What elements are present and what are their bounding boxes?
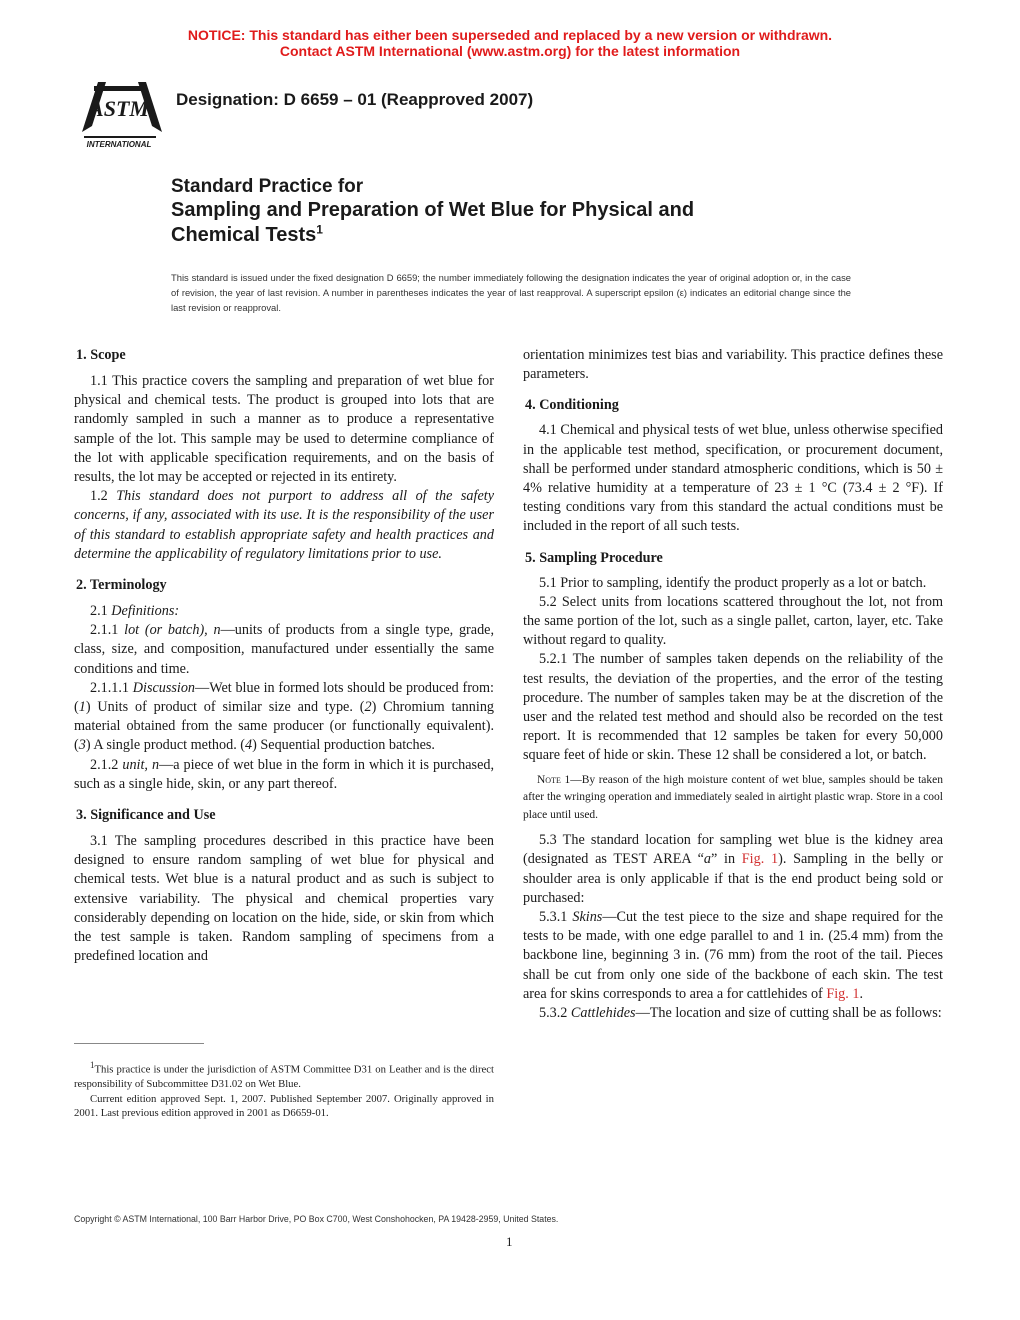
para-5-3-text-b: ” in bbox=[710, 851, 742, 868]
para-1-2-num: 1.2 bbox=[90, 488, 117, 505]
para-5-3-2-text: —The location and size of cutting shall be as follows: bbox=[635, 1004, 942, 1021]
title-line-1: Standard Practice for bbox=[171, 176, 364, 197]
notice-line-1: NOTICE: This standard has either been superseded and replaced by a new version or withdrawn. bbox=[187, 27, 833, 43]
copyright: Copyright © ASTM International, 100 Barr Harbor Drive, PO Box C700, West Conshohocken, PA 19428-2959, United States. bbox=[74, 1214, 559, 1224]
para-5-3-2-num: 5.3.2 bbox=[539, 1004, 571, 1021]
heading-sampling: 5. Sampling Procedure bbox=[525, 549, 663, 566]
footnote-1 bbox=[74, 1058, 494, 1092]
para-2-1-1-text: —units of products from a single type, grade, class, size, and composition, manufactured under essentially the same conditions and time. bbox=[74, 622, 495, 677]
discussion-text-a: —Wet blue in formed lots should be produced from: ( bbox=[74, 679, 494, 716]
para-2-1-1-term: lot (or batch), n bbox=[124, 622, 221, 639]
note-1-text: —By reason of the high moisture content of wet blue, samples should be taken after the wringing operation and immediately sealed in airtight plastic wrap. Store in a cool place until used. bbox=[523, 773, 944, 821]
para-5-3-text-c: ). Sampling in the belly or shoulder area is only applicable if that is the end product being sold or purchased: bbox=[523, 851, 943, 906]
discussion-text-b: ) Units of product of similar size and type. ( bbox=[85, 699, 365, 716]
astm-logo bbox=[74, 74, 164, 154]
discussion-text-c: ) Chromium tanning material obtained from the same producer (or functionally equivalent). ( bbox=[74, 699, 495, 754]
title-line-2: Sampling and Preparation of Wet Blue for Physical and bbox=[171, 199, 695, 221]
para-5-3-1-num: 5.3.1 bbox=[539, 908, 573, 925]
para-2-1-text: Definitions: bbox=[111, 603, 180, 620]
para-5-3-area: a bbox=[703, 851, 711, 868]
footnote-1-mark: 1 bbox=[90, 1060, 95, 1070]
title-footnote-mark: 1 bbox=[316, 222, 323, 237]
discussion-text-e: ) Sequential production batches. bbox=[252, 737, 435, 754]
para-2-1-1-1 bbox=[74, 679, 494, 756]
para-1-1: 1.1 This practice covers the sampling and preparation of wet blue for physical and chemical tests. The product is grouped into lots that are randomly sampled in such a manner as to produce a representative sample of the lot. This sample may be used to determine compliance of the lot with applicable specification requirements, and on the basis of results, the lot may be accepted or rejected in its entirety. bbox=[74, 373, 494, 486]
footnote-1-text: This practice is under the jurisdiction of ASTM Committee D31 on Leather and is the direct responsibility of Subcommittee D31.02 on Wet Blue. bbox=[74, 1063, 494, 1091]
fig-1-link[interactable]: Fig. 1 bbox=[741, 851, 779, 868]
designation: Designation: D 6659 – 01 (Reapproved 2007) bbox=[176, 90, 534, 109]
note-1-label: Note 1 bbox=[537, 773, 571, 786]
heading-terminology: 2. Terminology bbox=[76, 577, 167, 594]
para-2-1-1-num: 2.1.1 bbox=[90, 622, 125, 639]
para-1-2 bbox=[74, 487, 494, 564]
footnote-2: Current edition approved Sept. 1, 2007. Published September 2007. Originally approved in 2001. Last previous edition approved in 2001 as D6659-01. bbox=[74, 1092, 494, 1120]
heading-scope: 1. Scope bbox=[76, 347, 126, 363]
cattlehides-label: Cattlehides bbox=[570, 1004, 636, 1021]
heading-significance: 3. Significance and Use bbox=[76, 807, 216, 824]
heading-conditioning: 4. Conditioning bbox=[525, 397, 619, 414]
para-5-3-1 bbox=[523, 908, 943, 1004]
para-5-1: 5.1 Prior to sampling, identify the product properly as a lot or batch. bbox=[539, 574, 927, 591]
footnote-divider bbox=[74, 1043, 204, 1044]
logo-text: ASTM bbox=[89, 96, 149, 121]
discussion-label: Discussion bbox=[132, 679, 196, 696]
fig-1-link-2[interactable]: Fig. 1 bbox=[826, 985, 860, 1002]
document-title bbox=[171, 175, 891, 248]
para-1-2-text: This standard does not purport to address all of the safety concerns, if any, associated with its use. It is the responsibility of the user of this standard to establish appropriate safety and health practices and determine the applicability of regulatory limitations prior to use. bbox=[74, 488, 494, 562]
para-2-1 bbox=[74, 602, 494, 621]
issue-note: This standard is issued under the fixed designation D 6659; the number immediately following the designation indicates the year of original adoption or, in the case of revision, the year of last revision. A number in parentheses indicates the year of last reapproval. A superscript epsilon (ε) indicates an editorial change since the last revision or reapproval. bbox=[171, 272, 851, 313]
para-5-2: 5.2 Select units from locations scattered throughout the lot, not from the same portion of the lot, such as a single pallet, carton, layer, etc. Take without regard to quality. bbox=[523, 593, 943, 649]
para-2-1-2-text: —a piece of wet blue in the form in which it is purchased, such as a single hide, skin, or any part thereof. bbox=[74, 756, 495, 792]
notice-line-2: Contact ASTM International (www.astm.org) for the latest information bbox=[279, 43, 741, 59]
logo-subtitle: INTERNATIONAL bbox=[86, 140, 152, 149]
left-column bbox=[74, 346, 494, 966]
notice-banner bbox=[0, 27, 1020, 59]
para-2-1-2-term: unit, n bbox=[122, 756, 160, 773]
discussion-item-4: 4 bbox=[245, 737, 253, 754]
para-5-3 bbox=[523, 831, 943, 908]
para-2-1-num: 2.1 bbox=[90, 603, 112, 620]
para-5-3-1-end: . bbox=[859, 985, 863, 1002]
para-3-1-continued: orientation minimizes test bias and variability. This practice defines these parameters. bbox=[523, 347, 943, 383]
discussion-item-1: 1 bbox=[78, 699, 86, 716]
para-5-3-2 bbox=[523, 1004, 943, 1023]
title-line-3-text: Chemical Tests bbox=[171, 224, 317, 246]
para-2-1-2 bbox=[74, 756, 494, 794]
para-5-3-1-text: —Cut the test piece to the size and shape required for the tests to be made, with one edge parallel to and 1 in. (25.4 mm) from the backbone line, beginning 3 in. (76 mm) from the root of the tail. Pieces shall be cut from only one side of the backbone of each skin. The test area for skins corresponds to area a for cattlehides of bbox=[523, 908, 943, 1002]
page-number: 1 bbox=[506, 1234, 513, 1249]
discussion-text-d: ) A single product method. ( bbox=[85, 737, 246, 754]
para-5-2-1: 5.2.1 The number of samples taken depends on the reliability of the test results, the deviation of the properties, and the error of the testing procedure. The number of samples taken may be at the discretion of the user and the related test method and should also be recorded on the test report. It is recommended that 12 samples be taken for every 50,000 square feet of hide or skin. These 12 shall be considered a lot, or batch. bbox=[523, 651, 943, 764]
para-2-1-1-1-num: 2.1.1.1 bbox=[90, 679, 133, 696]
para-2-1-2-num: 2.1.2 bbox=[90, 756, 123, 773]
discussion-item-3: 3 bbox=[78, 737, 86, 754]
skins-label: Skins bbox=[572, 908, 603, 925]
para-2-1-1 bbox=[74, 621, 494, 679]
right-column bbox=[523, 346, 943, 1023]
para-3-1: 3.1 The sampling procedures described in this practice have been designed to ensure random sampling of wet blue for physical and chemical tests. Wet blue is a natural product and as such is subject to extensive variability. The physical and chemical properties vary considerably depending on location on the hide, side, or skin from which the test sample is taken. Random sampling of specimens from a predefined location and bbox=[74, 833, 494, 965]
note-1 bbox=[523, 772, 943, 825]
para-4-1: 4.1 Chemical and physical tests of wet blue, unless otherwise specified in the applicable test method, specification, or procurement document, shall be performed under standard atmospheric conditions, which is 50 ± 4% relative humidity at a temperature of 23 ± 1 °C (73.4 ± 2 °F). If testing conditions vary from this standard the actual conditions must be included in the report of all such tests. bbox=[523, 422, 943, 535]
title-line-3 bbox=[171, 223, 891, 248]
footnotes bbox=[74, 1058, 494, 1121]
discussion-item-2: 2 bbox=[364, 699, 372, 716]
para-5-3-text-a: 5.3 The standard location for sampling wet blue is the kidney area (designated as TEST AREA “ bbox=[523, 832, 943, 868]
